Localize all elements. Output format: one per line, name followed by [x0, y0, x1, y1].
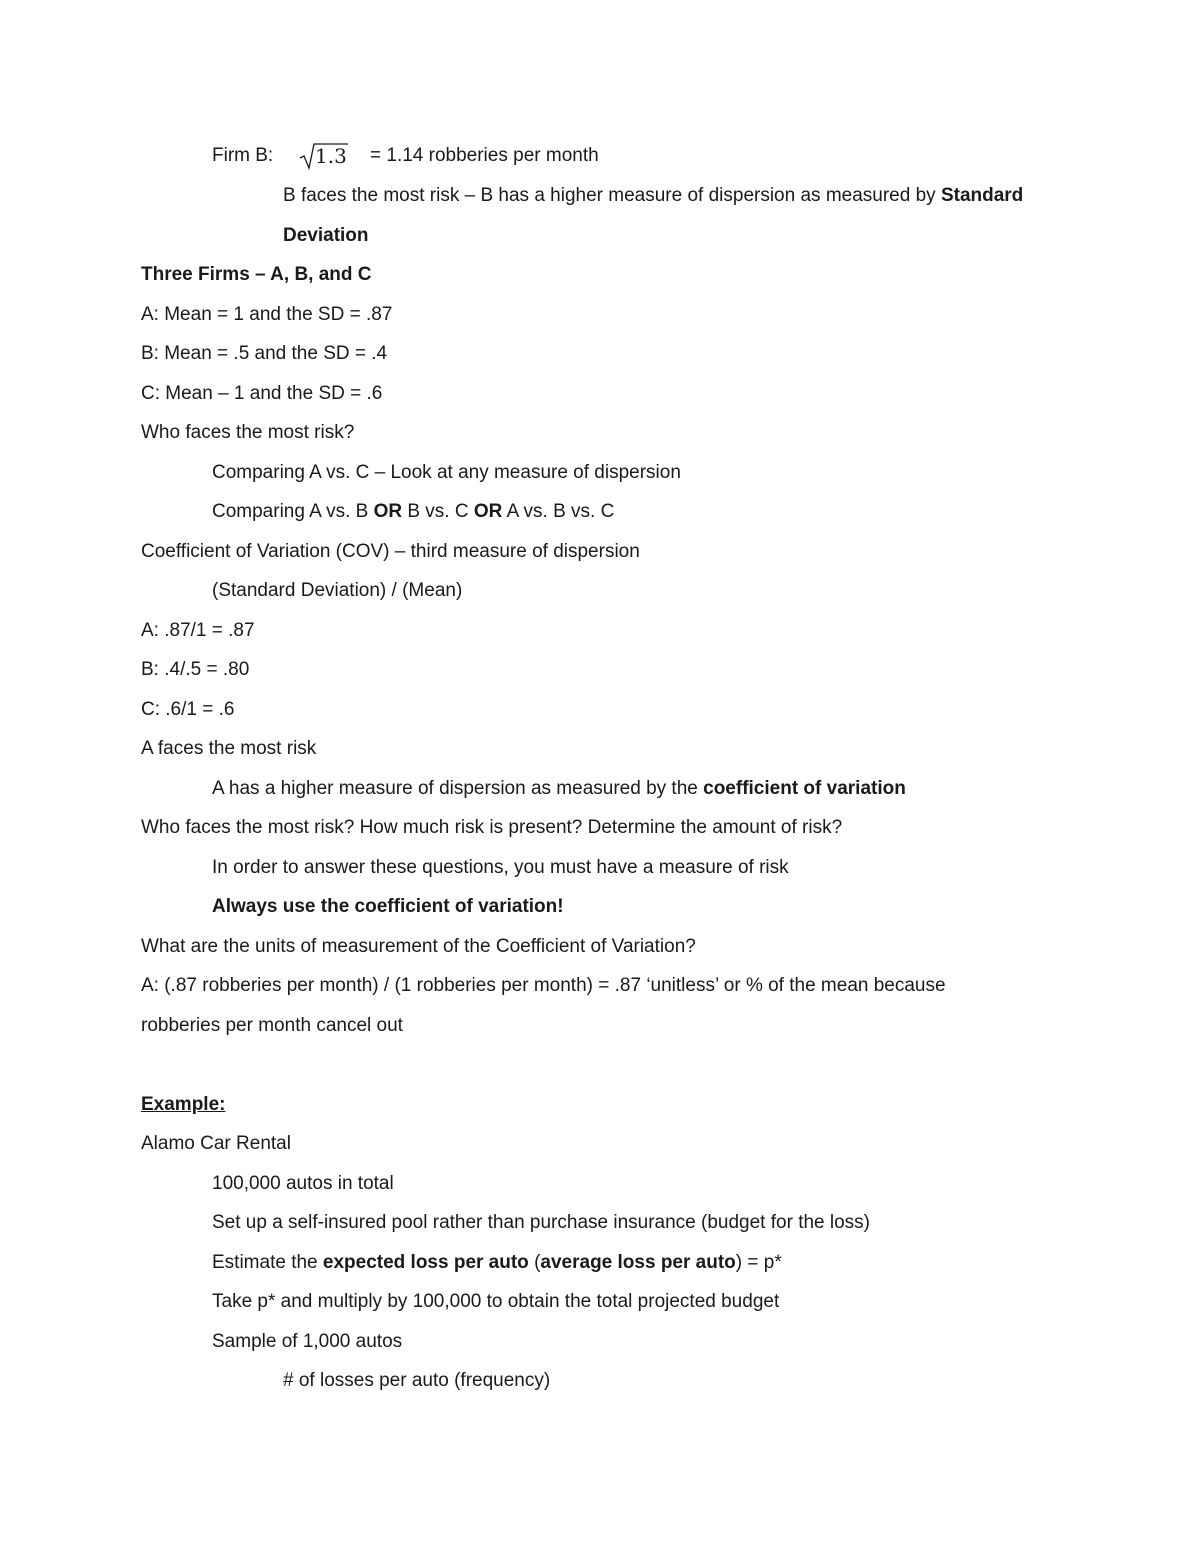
sqrt-expression	[298, 141, 350, 171]
example-losses: # of losses per auto (frequency)	[283, 1370, 551, 1391]
firm-b-label: Firm B:	[212, 145, 274, 166]
compare-a-b-c: Comparing A vs. B OR B vs. C OR A vs. B vs. C	[212, 501, 615, 522]
firm-a-stats: A: Mean = 1 and the SD = .87	[141, 304, 393, 325]
example-company: Alamo Car Rental	[141, 1133, 291, 1154]
firm-b-risk-line-2	[283, 222, 369, 250]
example-sample: Sample of 1,000 autos	[212, 1331, 403, 1352]
cov-formula: (Standard Deviation) / (Mean)	[212, 580, 463, 601]
example-estimate: Estimate the expected loss per auto (average loss per auto) = p*	[212, 1252, 782, 1273]
three-firms-heading: Three Firms – A, B, and C	[141, 264, 372, 285]
cov-result-b: B: .4/.5 = .80	[141, 659, 250, 680]
firm-c-stats: C: Mean – 1 and the SD = .6	[141, 383, 383, 404]
units-answer-line-2: robberies per month cancel out	[141, 1015, 403, 1036]
always-use-cov: Always use the coefficient of variation!	[212, 896, 564, 917]
cov-reason: A has a higher measure of dispersion as measured by the coefficient of variation	[212, 778, 906, 799]
sqrt-value: 1.3	[315, 144, 347, 168]
firm-b-risk-bold-2: Deviation	[283, 225, 369, 246]
risk-questions: Who faces the most risk? How much risk is present? Determine the amount of risk?	[141, 817, 843, 838]
compare-a-c: Comparing A vs. C – Look at any measure of dispersion	[212, 462, 681, 483]
cov-conclusion: A faces the most risk	[141, 738, 317, 759]
cov-result-c: C: .6/1 = .6	[141, 699, 235, 720]
cov-heading: Coefficient of Variation (COV) – third measure of dispersion	[141, 541, 640, 562]
firm-b-result: = 1.14 robberies per month	[370, 145, 599, 166]
most-risk-question: Who faces the most risk?	[141, 422, 355, 443]
units-answer-line-1: A: (.87 robberies per month) / (1 robberies per month) = .87 ‘unitless’ or % of the mean because	[141, 975, 946, 996]
firm-b-stats: B: Mean = .5 and the SD = .4	[141, 343, 388, 364]
example-autos: 100,000 autos in total	[212, 1173, 394, 1194]
example-multiply: Take p* and multiply by 100,000 to obtain the total projected budget	[212, 1291, 780, 1312]
cov-result-a: A: .87/1 = .87	[141, 620, 255, 641]
risk-answer: In order to answer these questions, you must have a measure of risk	[212, 857, 789, 878]
example-pool: Set up a self-insured pool rather than purchase insurance (budget for the loss)	[212, 1212, 870, 1233]
units-question: What are the units of measurement of the Coefficient of Variation?	[141, 936, 696, 957]
firm-b-risk-line	[283, 182, 1023, 210]
example-heading: Example:	[141, 1094, 226, 1115]
firm-b-risk-bold: Standard	[940, 185, 1024, 206]
firm-b-risk-text: B faces the most risk – B has a higher measure of dispersion as measured by	[283, 185, 941, 206]
